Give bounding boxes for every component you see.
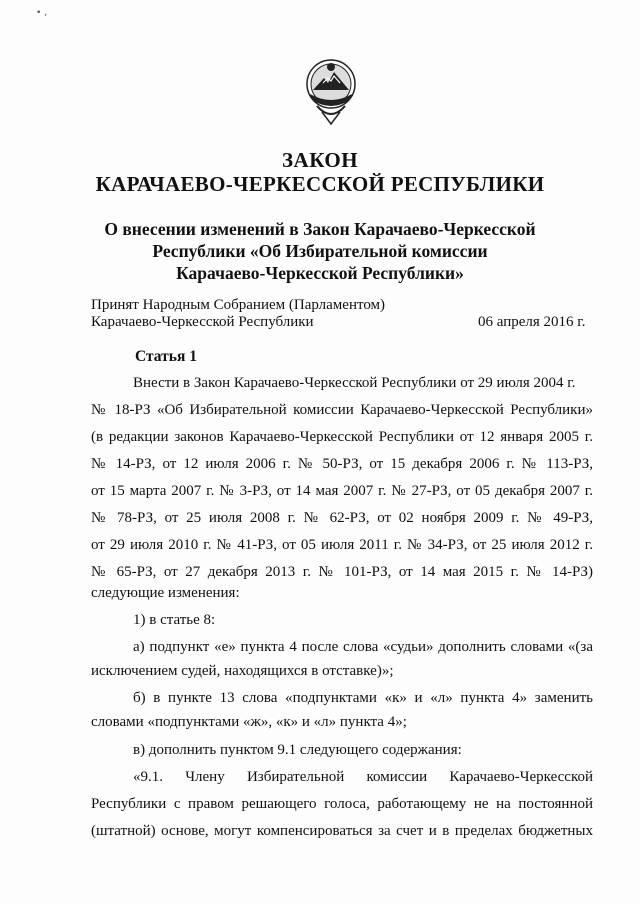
body-line: от 29 июля 2010 г. № 41-РЗ, от 05 июля 2011 г. № 34-РЗ, от 25 июля 2012 г. (91, 537, 593, 553)
body-line: (в редакции законов Карачаево-Черкесской Республики от 12 января 2005 г. (91, 429, 593, 445)
adoption-date: 06 апреля 2016 г. (478, 314, 586, 330)
body-line: (штатной) основе, могут компенсироваться за счет и в пределах бюджетных (91, 823, 593, 839)
body-line: Республики с правом решающего голоса, работающему не на постоянной (91, 796, 593, 812)
body-line: Внести в Закон Карачаево-Черкесской Республики от 29 июля 2004 г. (133, 375, 576, 391)
law-title: ЗАКОН (281, 148, 359, 172)
body-line: № 14-РЗ, от 12 июля 2006 г. № 50-РЗ, от 15 декабря 2006 г. № 113-РЗ, (91, 456, 593, 472)
subtitle-line: Карачаево-Черкесской Республики» (176, 263, 464, 283)
adoption-line: Карачаево-Черкесской Республики (91, 314, 314, 330)
body-line: следующие изменения: (91, 585, 240, 601)
adoption-line: Принят Народным Собранием (Парламентом) (91, 297, 386, 313)
body-line: от 15 марта 2007 г. № 3-РЗ, от 14 мая 2007 г. № 27-РЗ, от 05 декабря 2007 г. (91, 483, 593, 499)
body-line: № 78-РЗ, от 25 июля 2008 г. № 62-РЗ, от 02 ноября 2009 г. № 49-РЗ, (91, 510, 593, 526)
republic-title: КАРАЧАЕВО-ЧЕРКЕССКОЙ РЕСПУБЛИКИ (95, 172, 545, 196)
body-line: а) подпункт «е» пункта 4 после слова «судьи» дополнить словами «(за (133, 639, 593, 655)
body-line: исключением судей, находящихся в отставке)»; (91, 663, 394, 679)
body-line: «9.1. Члену Избирательной комиссии Карачаево-Черкесской (133, 769, 593, 785)
subtitle-line: О внесении изменений в Закон Карачаево-Черкесской (104, 219, 536, 239)
body-line: словами «подпунктами «ж», «к» и «л» пункта 4»; (91, 714, 407, 730)
body-line: № 65-РЗ, от 27 декабря 2013 г. № 101-РЗ, от 14 мая 2015 г. № 14-РЗ) (91, 564, 593, 580)
body-line: б) в пункте 13 слова «подпунктами «к» и «л» пункта 4» заменить (133, 690, 593, 706)
body-line: в) дополнить пунктом 9.1 следующего содержания: (133, 742, 462, 758)
article-heading: Статья 1 (135, 348, 197, 365)
coat-of-arms-emblem (302, 56, 360, 128)
body-line: 1) в статье 8: (133, 612, 216, 628)
body-line: № 18-РЗ «Об Избирательной комиссии Карачаево-Черкесской Республики» (91, 402, 593, 418)
scan-marks: • , (36, 8, 48, 18)
subtitle-line: Республики «Об Избирательной комиссии (152, 241, 488, 261)
